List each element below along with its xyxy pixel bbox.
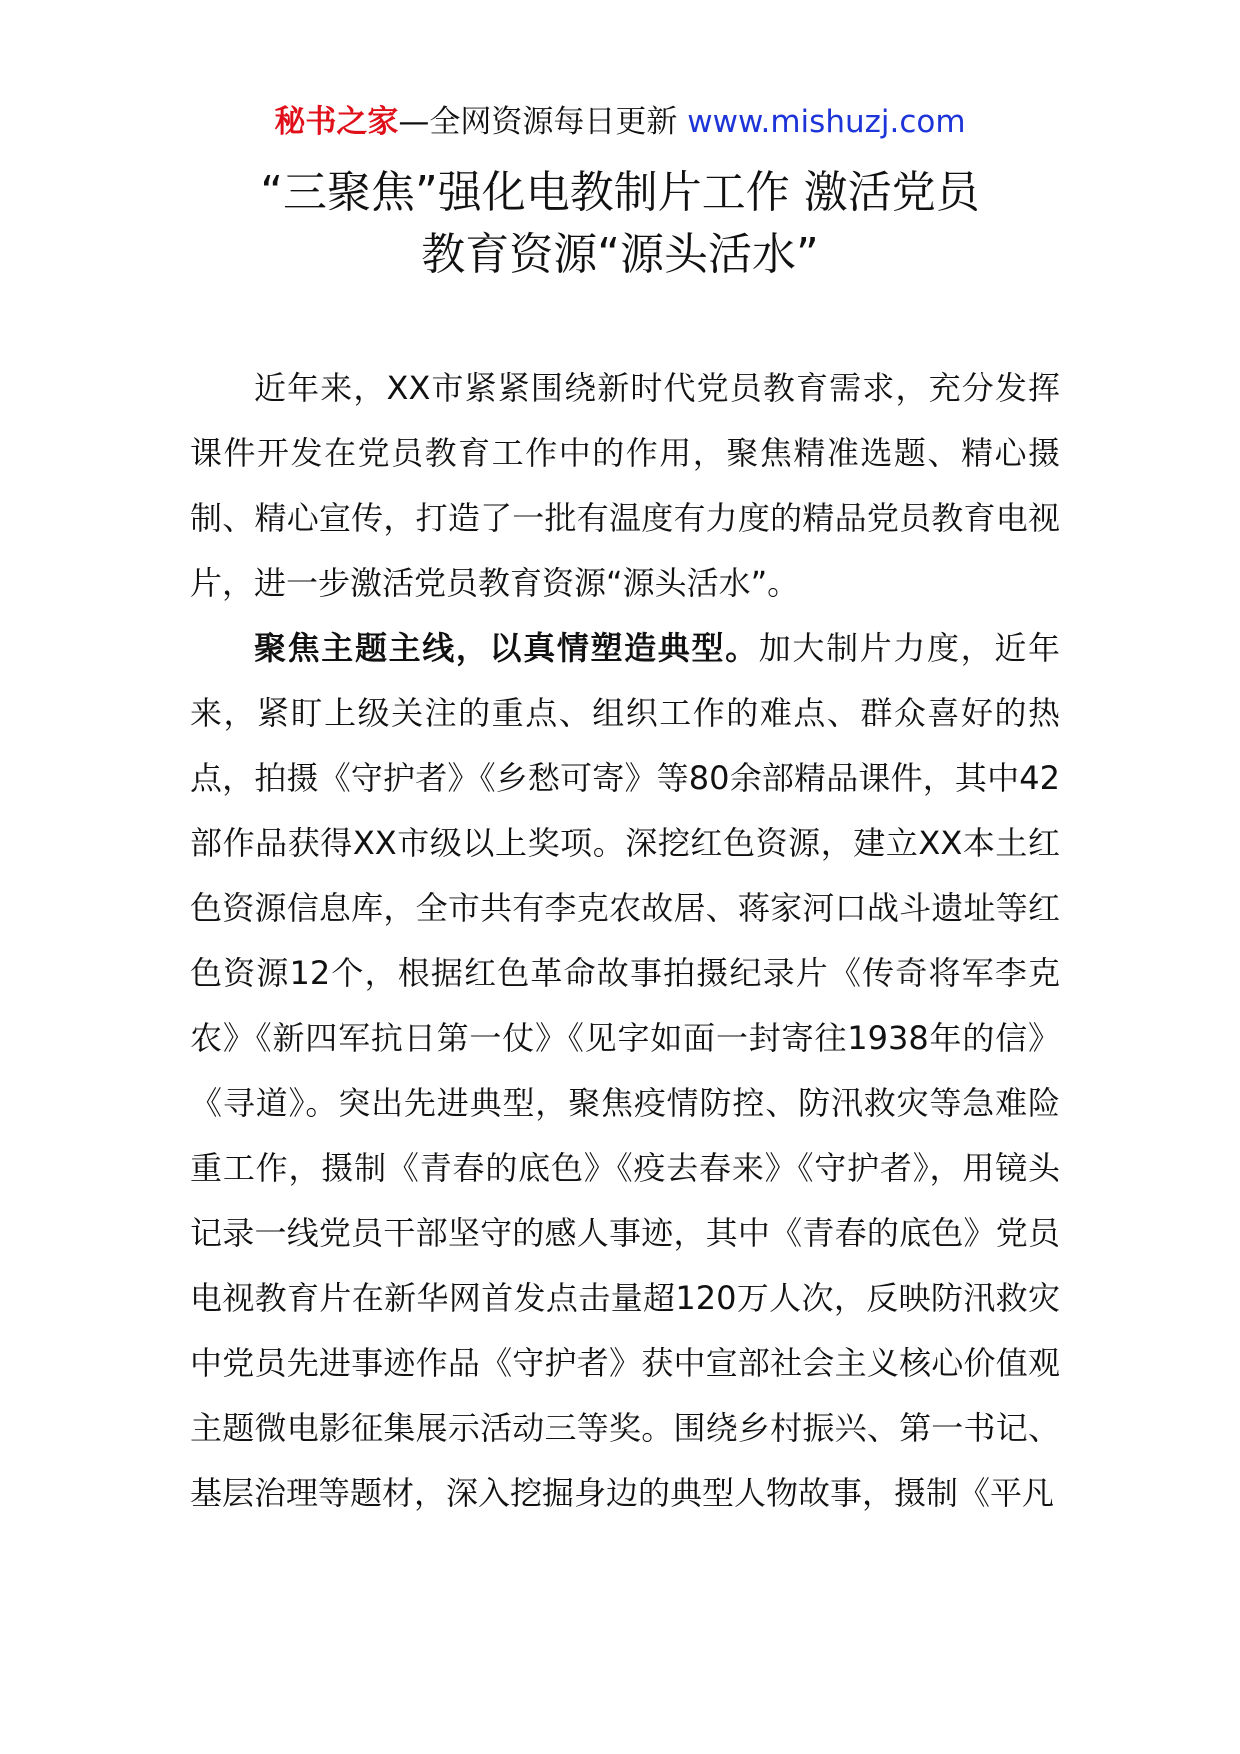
document-title <box>0 162 1240 286</box>
paragraph-intro: 近年来，XX市紧紧围绕新时代党员教育需求，充分发挥课件开发在党员教育工作中的作用，聚焦精准选题、精心摄制、精心宣传，打造了一批有温度有力度的精品党员教育电视片，进一步激活党员教育资源“源头活水”。 <box>190 369 1060 602</box>
paragraph-focus-theme-text: 加大制片力度，近年来，紧盯上级关注的重点、组织工作的难点、群众喜好的热点，拍摄《守护者》《乡愁可寄》等80余部精品课件，其中42部作品获得XX市级以上奖项。深挖红色资源，建立XX本土红色资源信息库，全市共有李克农故居、蒋家河口战斗遗址等红色资源12个，根据红色革命故事拍摄纪录片《传奇将军李克农》《新四军抗日第一仗》《见字如面一封寄往1938年的信》《寻道》。突出先进典型，聚焦疫情防控、防汛救灾等急难险重工作，摄制《青春的底色》《疫去春来》《守护者》，用镜头记录一线党员干部坚守的感人事迹，其中《青春的底色》党员电视教育片在新华网首发点击量超120万人次，反映防汛救灾中党员先进事迹作品《守护者》获中宣部社会主义核心价值观主题微电影征集展示活动三等奖。围绕乡村振兴、第一书记、基层治理等题材，深入挖掘身边的典型人物故事，摄制《平凡 <box>190 629 1060 1512</box>
header-slogan: —全网资源每日更新 <box>398 104 678 140</box>
paragraph-focus-theme <box>190 616 1060 1526</box>
title-line-1: “三聚焦”强化电教制片工作 激活党员 <box>260 167 980 218</box>
paragraph-lead-heading: 聚焦主题主线，以真情塑造典型。 <box>254 629 759 667</box>
site-header <box>0 98 1240 146</box>
document-body <box>190 356 1060 1526</box>
brand-name: 秘书之家 <box>274 104 399 140</box>
site-url-link[interactable]: www.mishuzj.com <box>687 104 966 140</box>
title-line-2: 教育资源“源头活水” <box>421 229 819 280</box>
